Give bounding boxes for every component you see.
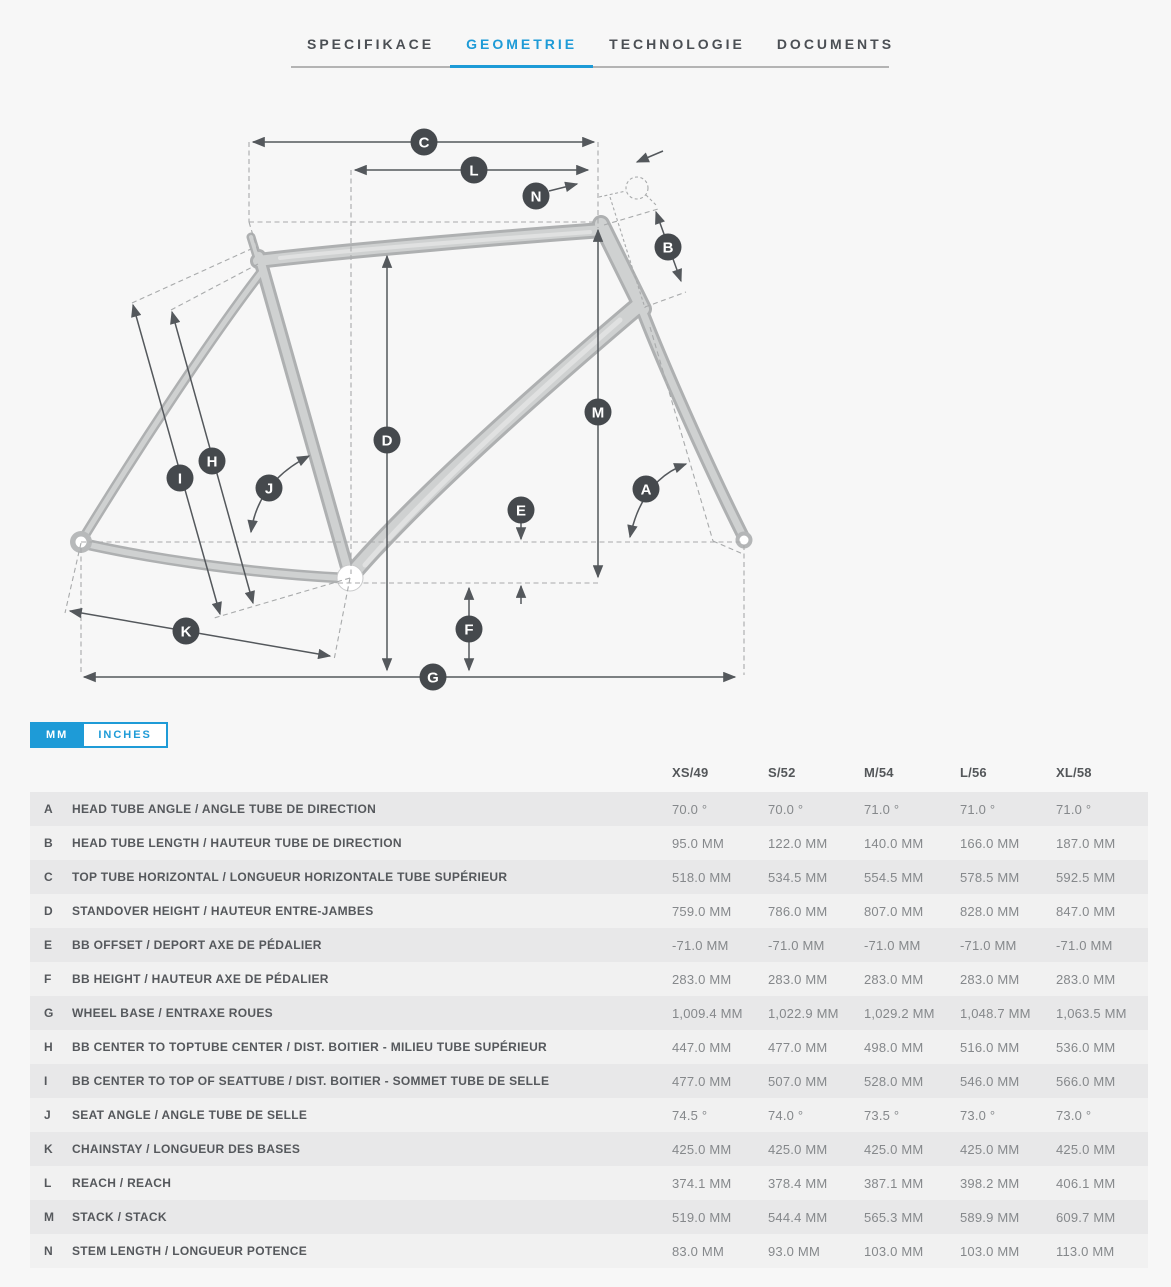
- row-value: 187.0 MM: [1056, 835, 1116, 851]
- row-value: 93.0 MM: [768, 1243, 820, 1259]
- row-label: BB CENTER TO TOP OF SEATTUBE / DIST. BOITIER - SOMMET TUBE DE SELLE: [72, 1074, 550, 1088]
- table-header-row: [30, 752, 1148, 792]
- row-value: 519.0 MM: [672, 1209, 732, 1225]
- svg-text:L: L: [469, 162, 479, 180]
- row-value: 498.0 MM: [864, 1039, 924, 1055]
- row-label: BB OFFSET / DEPORT AXE DE PÉDALIER: [72, 938, 322, 952]
- row-value: 425.0 MM: [1056, 1141, 1116, 1157]
- svg-text:K: K: [180, 623, 192, 641]
- marker-B: [655, 234, 682, 261]
- row-letter: B: [44, 836, 53, 850]
- row-value: 847.0 MM: [1056, 903, 1116, 919]
- row-value: 477.0 MM: [672, 1073, 732, 1089]
- row-value: 70.0 °: [768, 801, 804, 817]
- row-value: 95.0 MM: [672, 835, 724, 851]
- row-label: HEAD TUBE ANGLE / ANGLE TUBE DE DIRECTION: [72, 802, 377, 816]
- row-letter: A: [44, 802, 53, 816]
- row-value: 759.0 MM: [672, 903, 732, 919]
- svg-text:J: J: [264, 480, 274, 498]
- row-value: -71.0 MM: [1056, 937, 1113, 953]
- column-header-xl58: XL/58: [1056, 764, 1092, 780]
- row-value: 74.0 °: [768, 1107, 804, 1123]
- row-value: 283.0 MM: [1056, 971, 1116, 987]
- row-value: 73.0 °: [960, 1107, 996, 1123]
- table-row: [30, 894, 1148, 928]
- row-value: 447.0 MM: [672, 1039, 732, 1055]
- row-value: 283.0 MM: [864, 971, 924, 987]
- column-header-l56: L/56: [960, 764, 987, 780]
- marker-A: [633, 476, 660, 503]
- row-label: STANDOVER HEIGHT / HAUTEUR ENTRE-JAMBES: [72, 904, 374, 918]
- row-letter: N: [44, 1244, 53, 1258]
- svg-text:E: E: [515, 502, 527, 520]
- row-value: 534.5 MM: [768, 869, 828, 885]
- marker-E: [508, 497, 535, 524]
- table-row: [30, 1132, 1148, 1166]
- marker-C: [411, 129, 438, 156]
- row-label: WHEEL BASE / ENTRAXE ROUES: [72, 1006, 273, 1020]
- row-value: 83.0 MM: [672, 1243, 724, 1259]
- row-value: 398.2 MM: [960, 1175, 1020, 1191]
- column-header-s52: S/52: [768, 764, 796, 780]
- row-label: STEM LENGTH / LONGUEUR POTENCE: [72, 1244, 308, 1258]
- row-value: 73.0 °: [1056, 1107, 1092, 1123]
- marker-I: [167, 465, 194, 492]
- table-body: [30, 792, 1148, 1268]
- row-value: 374.1 MM: [672, 1175, 732, 1191]
- row-letter: I: [44, 1074, 48, 1088]
- row-value: 406.1 MM: [1056, 1175, 1116, 1191]
- row-value: 1,009.4 MM: [672, 1005, 743, 1021]
- svg-text:H: H: [206, 453, 218, 471]
- row-value: 166.0 MM: [960, 835, 1020, 851]
- row-value: 283.0 MM: [960, 971, 1020, 987]
- row-value: 425.0 MM: [672, 1141, 732, 1157]
- units-toggle: [30, 722, 168, 748]
- row-value: 1,063.5 MM: [1056, 1005, 1127, 1021]
- row-value: 71.0 °: [960, 801, 996, 817]
- tab-technologie[interactable]: TECHNOLOGIE: [609, 36, 745, 52]
- row-value: 283.0 MM: [768, 971, 828, 987]
- svg-text:N: N: [530, 188, 542, 206]
- svg-text:F: F: [464, 621, 474, 639]
- marker-H: [199, 448, 226, 475]
- table-row: [30, 962, 1148, 996]
- column-header-xs49: XS/49: [672, 764, 709, 780]
- row-label: HEAD TUBE LENGTH / HAUTEUR TUBE DE DIRECTION: [72, 836, 402, 850]
- tab-documents[interactable]: DOCUMENTS: [776, 36, 895, 52]
- geometry-table: [30, 752, 1148, 1268]
- row-label: REACH / REACH: [72, 1176, 172, 1190]
- row-value: -71.0 MM: [864, 937, 921, 953]
- row-value: 516.0 MM: [960, 1039, 1020, 1055]
- svg-text:I: I: [177, 470, 183, 488]
- row-value: 565.3 MM: [864, 1209, 924, 1225]
- row-value: 589.9 MM: [960, 1209, 1020, 1225]
- svg-text:B: B: [662, 239, 674, 257]
- row-value: 592.5 MM: [1056, 869, 1116, 885]
- row-label: STACK / STACK: [72, 1210, 167, 1224]
- table-row: [30, 1030, 1148, 1064]
- row-value: 378.4 MM: [768, 1175, 828, 1191]
- row-value: 1,029.2 MM: [864, 1005, 935, 1021]
- marker-D: [374, 427, 401, 454]
- row-value: 425.0 MM: [864, 1141, 924, 1157]
- row-value: 536.0 MM: [1056, 1039, 1116, 1055]
- table-row: [30, 792, 1148, 826]
- row-value: 518.0 MM: [672, 869, 732, 885]
- row-value: -71.0 MM: [768, 937, 825, 953]
- row-value: 71.0 °: [864, 801, 900, 817]
- row-value: 122.0 MM: [768, 835, 828, 851]
- row-letter: J: [44, 1108, 51, 1122]
- row-label: SEAT ANGLE / ANGLE TUBE DE SELLE: [72, 1108, 308, 1122]
- table-row: [30, 1098, 1148, 1132]
- table-row: [30, 1064, 1148, 1098]
- row-value: 71.0 °: [1056, 801, 1092, 817]
- row-value: 70.0 °: [672, 801, 708, 817]
- row-value: 425.0 MM: [768, 1141, 828, 1157]
- row-letter: H: [44, 1040, 53, 1054]
- row-value: 528.0 MM: [864, 1073, 924, 1089]
- row-value: 113.0 MM: [1056, 1243, 1115, 1259]
- row-value: 387.1 MM: [864, 1175, 924, 1191]
- svg-text:C: C: [418, 134, 430, 152]
- row-value: 507.0 MM: [768, 1073, 828, 1089]
- row-value: 283.0 MM: [672, 971, 732, 987]
- marker-K: [173, 618, 200, 645]
- row-value: 828.0 MM: [960, 903, 1020, 919]
- row-letter: L: [44, 1176, 52, 1190]
- row-value: 73.5 °: [864, 1107, 900, 1123]
- row-label: BB HEIGHT / HAUTEUR AXE DE PÉDALIER: [72, 972, 329, 986]
- row-value: 74.5 °: [672, 1107, 708, 1123]
- table-row: [30, 1234, 1148, 1268]
- marker-F: [456, 616, 483, 643]
- row-value: 578.5 MM: [960, 869, 1020, 885]
- row-letter: E: [44, 938, 53, 952]
- row-letter: F: [44, 972, 52, 986]
- row-value: 566.0 MM: [1056, 1073, 1116, 1089]
- row-letter: G: [44, 1006, 54, 1020]
- row-letter: C: [44, 870, 53, 884]
- row-value: 554.5 MM: [864, 869, 924, 885]
- row-value: 786.0 MM: [768, 903, 828, 919]
- table-row: [30, 996, 1148, 1030]
- svg-text:M: M: [591, 404, 605, 422]
- marker-J: [256, 475, 283, 502]
- tab-geometrie[interactable]: GEOMETRIE: [450, 30, 593, 68]
- table-row: [30, 1200, 1148, 1234]
- row-letter: K: [44, 1142, 53, 1156]
- row-label: TOP TUBE HORIZONTAL / LONGUEUR HORIZONTALE TUBE SUPÉRIEUR: [72, 870, 508, 884]
- svg-text:A: A: [640, 481, 652, 499]
- row-value: 1,048.7 MM: [960, 1005, 1031, 1021]
- row-value: 103.0 MM: [864, 1243, 924, 1259]
- row-value: 807.0 MM: [864, 903, 924, 919]
- tab-specifikace[interactable]: SPECIFIKACE: [307, 36, 435, 52]
- marker-N: [523, 183, 550, 210]
- row-value: 103.0 MM: [960, 1243, 1020, 1259]
- row-value: 140.0 MM: [864, 835, 924, 851]
- table-row: [30, 860, 1148, 894]
- units-inches-button[interactable]: INCHES: [82, 722, 168, 748]
- row-letter: D: [44, 904, 53, 918]
- row-value: -71.0 MM: [672, 937, 729, 953]
- row-label: BB CENTER TO TOPTUBE CENTER / DIST. BOITIER - MILIEU TUBE SUPÉRIEUR: [72, 1040, 548, 1054]
- table-row: [30, 826, 1148, 860]
- svg-text:G: G: [427, 669, 439, 687]
- row-letter: M: [44, 1210, 54, 1224]
- column-header-m54: M/54: [864, 764, 894, 780]
- table-row: [30, 928, 1148, 962]
- row-value: -71.0 MM: [960, 937, 1017, 953]
- table-row: [30, 1166, 1148, 1200]
- bike-frame: [70, 224, 753, 591]
- svg-text:D: D: [381, 432, 393, 450]
- units-mm-button[interactable]: MM: [30, 722, 84, 748]
- marker-G: [420, 664, 447, 691]
- marker-M: [585, 399, 612, 426]
- marker-L: [461, 157, 488, 184]
- row-value: 609.7 MM: [1056, 1209, 1116, 1225]
- diagram-letter-markers: [167, 129, 682, 691]
- row-label: CHAINSTAY / LONGUEUR DES BASES: [72, 1142, 301, 1156]
- row-value: 1,022.9 MM: [768, 1005, 839, 1021]
- row-value: 477.0 MM: [768, 1039, 828, 1055]
- row-value: 425.0 MM: [960, 1141, 1020, 1157]
- row-value: 544.4 MM: [768, 1209, 828, 1225]
- row-value: 546.0 MM: [960, 1073, 1020, 1089]
